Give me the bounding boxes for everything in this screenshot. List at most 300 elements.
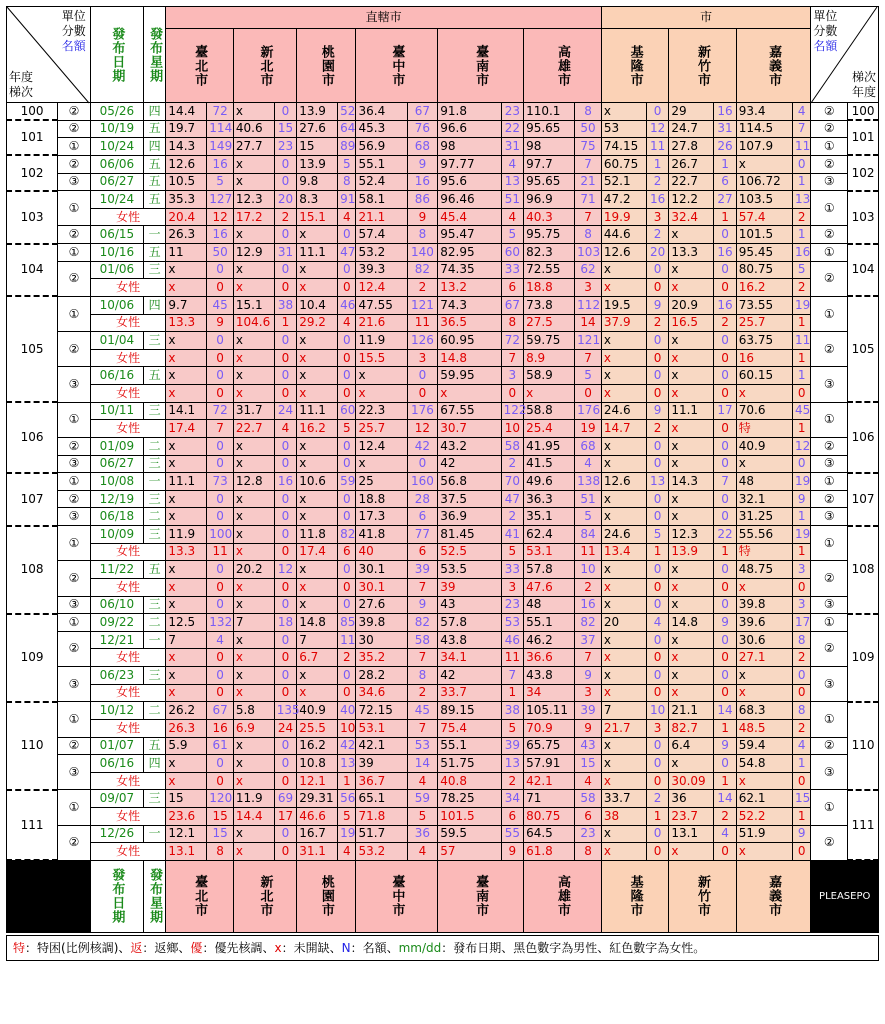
score-cell: 40.9 bbox=[297, 702, 338, 720]
score-cell: 36.9 bbox=[438, 508, 501, 526]
quota-cell: 7 bbox=[575, 649, 602, 667]
quota-cell: 4 bbox=[338, 843, 356, 861]
footer-city-text: 新北市 bbox=[257, 875, 273, 918]
score-cell: 12.4 bbox=[356, 437, 407, 455]
score-cell: 60.75 bbox=[601, 155, 646, 173]
legend-bar bbox=[6, 935, 879, 961]
score-cell: x bbox=[233, 825, 274, 843]
quota-cell: 19 bbox=[338, 825, 356, 843]
quota-cell: 8 bbox=[792, 702, 810, 720]
legend-n: N bbox=[341, 940, 351, 955]
score-cell: x bbox=[166, 755, 207, 773]
date-cell: 12/21 bbox=[90, 631, 143, 649]
score-cell: x bbox=[233, 455, 274, 473]
score-cell: 82.95 bbox=[438, 244, 501, 262]
score-cell: 10.5 bbox=[166, 173, 207, 191]
score-cell: x bbox=[601, 596, 646, 614]
score-cell: 11.8 bbox=[297, 526, 338, 544]
right-round-cell: ① bbox=[811, 191, 848, 226]
score-cell: x bbox=[601, 261, 646, 279]
score-cell: 13.1 bbox=[166, 843, 207, 861]
quota-cell: 4 bbox=[274, 420, 296, 438]
score-cell: x bbox=[233, 155, 274, 173]
score-cell: 59.5 bbox=[438, 825, 501, 843]
quota-cell: 0 bbox=[207, 490, 234, 508]
score-cell: 24.6 bbox=[601, 402, 646, 420]
quota-cell: 45 bbox=[407, 702, 438, 720]
quota-cell: 10 bbox=[501, 420, 523, 438]
quota-cell: 0 bbox=[274, 173, 296, 191]
quota-cell: 1 bbox=[646, 808, 668, 826]
quota-cell: 1 bbox=[792, 226, 810, 244]
quota-cell: 4 bbox=[338, 208, 356, 226]
score-cell: 49.6 bbox=[524, 473, 575, 491]
score-cell: 19.5 bbox=[601, 296, 646, 314]
score-cell: 11.9 bbox=[166, 526, 207, 544]
quota-cell: 16 bbox=[714, 244, 736, 262]
right-round-cell: ② bbox=[811, 261, 848, 296]
female-row bbox=[7, 684, 879, 702]
quota-cell: 12 bbox=[646, 120, 668, 138]
round-cell: ③ bbox=[58, 508, 91, 526]
right-round-cell: ② bbox=[811, 155, 848, 173]
quota-cell: 0 bbox=[274, 455, 296, 473]
score-cell: x bbox=[601, 843, 646, 861]
quota-cell: 17 bbox=[792, 614, 810, 632]
female-row bbox=[7, 578, 879, 596]
quota-cell: 0 bbox=[274, 843, 296, 861]
score-cell: 15.1 bbox=[297, 208, 338, 226]
female-label: 女性 bbox=[90, 772, 166, 790]
female-label: 女性 bbox=[90, 808, 166, 826]
round-cell: ② bbox=[58, 631, 91, 666]
score-cell: 36.6 bbox=[524, 649, 575, 667]
weekday-cell: 四 bbox=[143, 296, 165, 314]
quota-cell: 0 bbox=[575, 385, 602, 403]
score-cell: 41.8 bbox=[356, 526, 407, 544]
female-row bbox=[7, 314, 879, 332]
quota-cell: 9 bbox=[792, 490, 810, 508]
female-label: 女性 bbox=[90, 314, 166, 332]
score-cell: 22.7 bbox=[669, 173, 714, 191]
quota-cell: 9 bbox=[792, 825, 810, 843]
weekday-cell: 三 bbox=[143, 790, 165, 808]
quota-cell: 0 bbox=[646, 667, 668, 685]
year-cell: 108 bbox=[7, 526, 58, 614]
score-cell: 16.7 bbox=[297, 825, 338, 843]
footer-weekday-text: 發布星期 bbox=[147, 868, 163, 925]
quota-cell: 0 bbox=[714, 332, 736, 350]
quota-cell: 82 bbox=[338, 526, 356, 544]
quota-cell: 23 bbox=[501, 103, 523, 121]
quota-cell: 9 bbox=[646, 296, 668, 314]
right-year-cell: 105 bbox=[848, 296, 879, 402]
quota-cell: 0 bbox=[646, 103, 668, 121]
score-cell: x bbox=[297, 508, 338, 526]
direct-city-group-header: 直轄市 bbox=[166, 7, 601, 29]
quota-cell: 9 bbox=[714, 614, 736, 632]
score-cell: x bbox=[601, 561, 646, 579]
weekday-cell: 四 bbox=[143, 138, 165, 156]
table-row bbox=[7, 490, 879, 508]
score-cell: 51.7 bbox=[356, 825, 407, 843]
quota-cell: 0 bbox=[714, 279, 736, 297]
score-table-container bbox=[6, 6, 879, 961]
quota-cell: 149 bbox=[207, 138, 234, 156]
quota-cell: 13 bbox=[646, 473, 668, 491]
score-cell: x bbox=[297, 226, 338, 244]
female-row bbox=[7, 719, 879, 737]
quota-cell: 0 bbox=[646, 631, 668, 649]
score-cell: x bbox=[601, 508, 646, 526]
quota-cell: 70 bbox=[501, 473, 523, 491]
score-cell: x bbox=[233, 772, 274, 790]
quota-cell: 33 bbox=[501, 261, 523, 279]
quota-cell: 176 bbox=[407, 402, 438, 420]
date-cell: 06/16 bbox=[90, 367, 143, 385]
score-cell: 98 bbox=[524, 138, 575, 156]
right-year-cell: 107 bbox=[848, 473, 879, 526]
quota-cell: 4 bbox=[575, 772, 602, 790]
score-cell: x bbox=[233, 226, 274, 244]
score-cell: 96.46 bbox=[438, 191, 501, 209]
score-cell: 65.75 bbox=[524, 737, 575, 755]
score-cell: 58.1 bbox=[356, 191, 407, 209]
score-cell: 56.9 bbox=[356, 138, 407, 156]
quota-cell: 86 bbox=[407, 191, 438, 209]
quota-cell: 121 bbox=[575, 332, 602, 350]
score-cell: 46.2 bbox=[524, 631, 575, 649]
city-header bbox=[736, 29, 811, 103]
round-cell: ① bbox=[58, 138, 91, 156]
score-cell: x bbox=[233, 349, 274, 367]
score-cell: 53.5 bbox=[438, 561, 501, 579]
date-cell: 06/10 bbox=[90, 596, 143, 614]
score-cell: 95.47 bbox=[438, 226, 501, 244]
score-cell: x bbox=[669, 596, 714, 614]
right-round-cell: ① bbox=[811, 473, 848, 491]
score-cell: 48.75 bbox=[736, 561, 792, 579]
right-round-cell: ① bbox=[811, 244, 848, 262]
score-cell: x bbox=[601, 631, 646, 649]
quota-cell: 0 bbox=[714, 843, 736, 861]
score-cell: 35.1 bbox=[524, 508, 575, 526]
round-cell: ① bbox=[58, 402, 91, 437]
score-cell: 54.8 bbox=[736, 755, 792, 773]
quota-cell: 0 bbox=[792, 385, 810, 403]
round-cell: ③ bbox=[58, 455, 91, 473]
city-header bbox=[438, 29, 524, 103]
score-cell: 21.1 bbox=[669, 702, 714, 720]
quota-cell: 41 bbox=[501, 526, 523, 544]
score-cell: x bbox=[233, 279, 274, 297]
quota-cell: 2 bbox=[274, 208, 296, 226]
year-cell: 109 bbox=[7, 614, 58, 702]
right-round-cell: ② bbox=[811, 226, 848, 244]
quota-cell: 60 bbox=[338, 402, 356, 420]
quota-cell: 0 bbox=[714, 490, 736, 508]
quota-cell: 16 bbox=[714, 103, 736, 121]
quota-cell: 58 bbox=[501, 437, 523, 455]
weekday-cell: 三 bbox=[143, 402, 165, 420]
score-cell: x bbox=[166, 578, 207, 596]
quota-cell: 42 bbox=[407, 437, 438, 455]
score-cell: 13.9 bbox=[297, 155, 338, 173]
score-cell: 40.3 bbox=[524, 208, 575, 226]
quota-cell: 20 bbox=[274, 191, 296, 209]
score-cell: 13.9 bbox=[297, 103, 338, 121]
quota-cell: 0 bbox=[792, 578, 810, 596]
quota-cell: 0 bbox=[207, 596, 234, 614]
score-cell: 37.5 bbox=[438, 490, 501, 508]
female-row bbox=[7, 420, 879, 438]
weekday-cell: 一 bbox=[143, 473, 165, 491]
quota-cell: 12 bbox=[792, 437, 810, 455]
quota-cell: 4 bbox=[792, 737, 810, 755]
score-cell: 45.4 bbox=[438, 208, 501, 226]
quota-cell: 132 bbox=[207, 614, 234, 632]
score-cell: 10.8 bbox=[297, 755, 338, 773]
quota-cell: 0 bbox=[714, 578, 736, 596]
quota-cell: 0 bbox=[207, 437, 234, 455]
score-cell: 34 bbox=[524, 684, 575, 702]
score-cell: 30.7 bbox=[438, 420, 501, 438]
score-cell: x bbox=[669, 332, 714, 350]
score-cell: 36 bbox=[669, 790, 714, 808]
quota-cell: 0 bbox=[274, 772, 296, 790]
quota-cell: 0 bbox=[714, 631, 736, 649]
quota-cell: 67 bbox=[501, 296, 523, 314]
score-cell: x bbox=[166, 279, 207, 297]
quota-cell: 16 bbox=[646, 191, 668, 209]
score-cell: 11.9 bbox=[356, 332, 407, 350]
quota-cell: 0 bbox=[646, 437, 668, 455]
quota-cell: 26 bbox=[714, 138, 736, 156]
weekday-cell: 五 bbox=[143, 120, 165, 138]
quota-cell: 0 bbox=[274, 367, 296, 385]
quota-cell: 21 bbox=[575, 173, 602, 191]
quota-cell: 2 bbox=[646, 420, 668, 438]
quota-cell: 122 bbox=[501, 402, 523, 420]
score-cell: x bbox=[233, 596, 274, 614]
quota-cell: 8 bbox=[792, 631, 810, 649]
score-cell: 53 bbox=[601, 120, 646, 138]
quota-cell: 100 bbox=[207, 526, 234, 544]
score-cell: 95.65 bbox=[524, 120, 575, 138]
city-group-header: 市 bbox=[601, 7, 811, 29]
quota-cell: 15 bbox=[207, 808, 234, 826]
quota-cell: 114 bbox=[207, 120, 234, 138]
score-cell: x bbox=[233, 261, 274, 279]
quota-cell: 2 bbox=[646, 314, 668, 332]
score-cell: x bbox=[669, 631, 714, 649]
quota-cell: 73 bbox=[207, 473, 234, 491]
footer-city-header bbox=[166, 860, 233, 932]
score-cell: x bbox=[601, 385, 646, 403]
legend-return: 返 bbox=[130, 940, 143, 955]
quota-cell: 31 bbox=[501, 138, 523, 156]
date-cell: 10/11 bbox=[90, 402, 143, 420]
score-cell: 14.7 bbox=[601, 420, 646, 438]
quota-cell: 0 bbox=[646, 755, 668, 773]
score-cell: x bbox=[669, 279, 714, 297]
female-label: 女性 bbox=[90, 420, 166, 438]
quota-cell: 0 bbox=[646, 508, 668, 526]
quota-cell: 16 bbox=[274, 473, 296, 491]
score-cell: 70.6 bbox=[736, 402, 792, 420]
score-cell: 65.1 bbox=[356, 790, 407, 808]
quota-cell: 6 bbox=[714, 173, 736, 191]
score-cell: 26.2 bbox=[166, 702, 207, 720]
score-cell: 62.4 bbox=[524, 526, 575, 544]
quota-cell: 56 bbox=[338, 790, 356, 808]
score-cell: x bbox=[669, 755, 714, 773]
quota-cell: 45 bbox=[792, 402, 810, 420]
female-row bbox=[7, 385, 879, 403]
quota-cell: 0 bbox=[274, 261, 296, 279]
score-cell: 67.55 bbox=[438, 402, 501, 420]
score-cell: x bbox=[736, 843, 792, 861]
score-cell: 42 bbox=[438, 667, 501, 685]
date-cell: 01/04 bbox=[90, 332, 143, 350]
score-cell: 26.3 bbox=[166, 226, 207, 244]
score-cell: x bbox=[356, 455, 407, 473]
score-cell: 30.1 bbox=[356, 561, 407, 579]
quota-cell: 10 bbox=[575, 561, 602, 579]
date-cell: 10/24 bbox=[90, 191, 143, 209]
weekday-cell: 二 bbox=[143, 702, 165, 720]
quota-cell: 47 bbox=[338, 244, 356, 262]
score-cell: 78.25 bbox=[438, 790, 501, 808]
score-cell: x bbox=[166, 332, 207, 350]
score-cell: x bbox=[669, 385, 714, 403]
quota-cell: 9 bbox=[407, 155, 438, 173]
score-cell: 33.7 bbox=[438, 684, 501, 702]
score-cell: 96.9 bbox=[524, 191, 575, 209]
score-cell: 13.1 bbox=[669, 825, 714, 843]
right-year-cell: 111 bbox=[848, 790, 879, 861]
footer-city-text: 嘉義市 bbox=[766, 875, 782, 918]
date-cell: 11/22 bbox=[90, 561, 143, 579]
right-round-cell: ② bbox=[811, 103, 848, 121]
right-round-cell: ③ bbox=[811, 508, 848, 526]
score-cell: 12.1 bbox=[297, 772, 338, 790]
score-cell: 27.5 bbox=[524, 314, 575, 332]
score-cell: 6.9 bbox=[233, 719, 274, 737]
quota-cell: 2 bbox=[646, 173, 668, 191]
score-cell: x bbox=[297, 437, 338, 455]
right-round-cell: ③ bbox=[811, 667, 848, 702]
quota-cell: 7 bbox=[575, 155, 602, 173]
score-cell: 12.3 bbox=[669, 526, 714, 544]
quota-cell: 13 bbox=[501, 173, 523, 191]
quota-cell: 43 bbox=[575, 737, 602, 755]
quota-cell: 6 bbox=[338, 543, 356, 561]
score-cell: 5.9 bbox=[166, 737, 207, 755]
quota-cell: 1 bbox=[501, 684, 523, 702]
score-cell: x bbox=[297, 561, 338, 579]
quota-cell: 6 bbox=[501, 279, 523, 297]
quota-cell: 0 bbox=[792, 772, 810, 790]
footer-city-header bbox=[669, 860, 736, 932]
table-row bbox=[7, 402, 879, 420]
score-cell: 25.4 bbox=[524, 420, 575, 438]
score-cell: 11.1 bbox=[166, 473, 207, 491]
score-cell: 23.7 bbox=[669, 808, 714, 826]
right-round-cell: ① bbox=[811, 526, 848, 561]
right-round-cell: ② bbox=[811, 737, 848, 755]
female-label: 女性 bbox=[90, 543, 166, 561]
year-cell: 111 bbox=[7, 790, 58, 861]
city-header-text: 高雄市 bbox=[554, 44, 570, 87]
city-header bbox=[233, 29, 296, 103]
date-cell: 10/16 bbox=[90, 244, 143, 262]
quota-cell: 16 bbox=[792, 244, 810, 262]
score-cell: x bbox=[736, 667, 792, 685]
right-quota-label: 名額 bbox=[813, 39, 838, 53]
quota-cell: 2 bbox=[792, 719, 810, 737]
quota-cell: 9 bbox=[575, 667, 602, 685]
score-cell: 60.95 bbox=[438, 332, 501, 350]
quota-cell: 1 bbox=[792, 367, 810, 385]
quota-cell: 0 bbox=[207, 772, 234, 790]
score-cell: 62.1 bbox=[736, 790, 792, 808]
quota-cell: 5 bbox=[338, 420, 356, 438]
score-cell: 71 bbox=[524, 790, 575, 808]
right-unit-label: 單位 bbox=[813, 9, 838, 23]
quota-cell: 10 bbox=[646, 702, 668, 720]
quota-cell: 59 bbox=[338, 473, 356, 491]
quota-cell: 0 bbox=[714, 508, 736, 526]
quota-cell: 22 bbox=[714, 526, 736, 544]
quota-cell: 16 bbox=[407, 173, 438, 191]
score-cell: 53.2 bbox=[356, 843, 407, 861]
score-cell: x bbox=[166, 455, 207, 473]
quota-cell: 14 bbox=[714, 702, 736, 720]
quota-cell: 5 bbox=[575, 367, 602, 385]
score-cell: 8.3 bbox=[297, 191, 338, 209]
weekday-cell: 五 bbox=[143, 191, 165, 209]
score-cell: 57 bbox=[438, 843, 501, 861]
quota-cell: 0 bbox=[274, 596, 296, 614]
score-cell: 27.6 bbox=[297, 120, 338, 138]
table-row bbox=[7, 296, 879, 314]
weekday-column-header bbox=[143, 7, 165, 103]
score-cell: x bbox=[166, 367, 207, 385]
score-cell: 47.55 bbox=[356, 296, 407, 314]
female-label: 女性 bbox=[90, 349, 166, 367]
right-year-cell: 110 bbox=[848, 702, 879, 790]
quota-cell: 3 bbox=[407, 349, 438, 367]
score-cell: 17.4 bbox=[166, 420, 207, 438]
right-round-cell: ② bbox=[811, 437, 848, 455]
score-cell: 57.4 bbox=[736, 208, 792, 226]
score-cell: 14.8 bbox=[438, 349, 501, 367]
right-round-cell: ② bbox=[811, 561, 848, 596]
city-header bbox=[669, 29, 736, 103]
score-cell: x bbox=[233, 578, 274, 596]
quota-cell: 3 bbox=[646, 719, 668, 737]
weekday-cell: 一 bbox=[143, 631, 165, 649]
round-cell: ② bbox=[58, 490, 91, 508]
round-cell: ① bbox=[58, 296, 91, 331]
score-cell: 14.1 bbox=[166, 402, 207, 420]
quota-cell: 9 bbox=[714, 737, 736, 755]
right-round-cell: ① bbox=[811, 296, 848, 331]
table-row bbox=[7, 455, 879, 473]
score-cell: x bbox=[297, 578, 338, 596]
quota-cell: 50 bbox=[207, 244, 234, 262]
